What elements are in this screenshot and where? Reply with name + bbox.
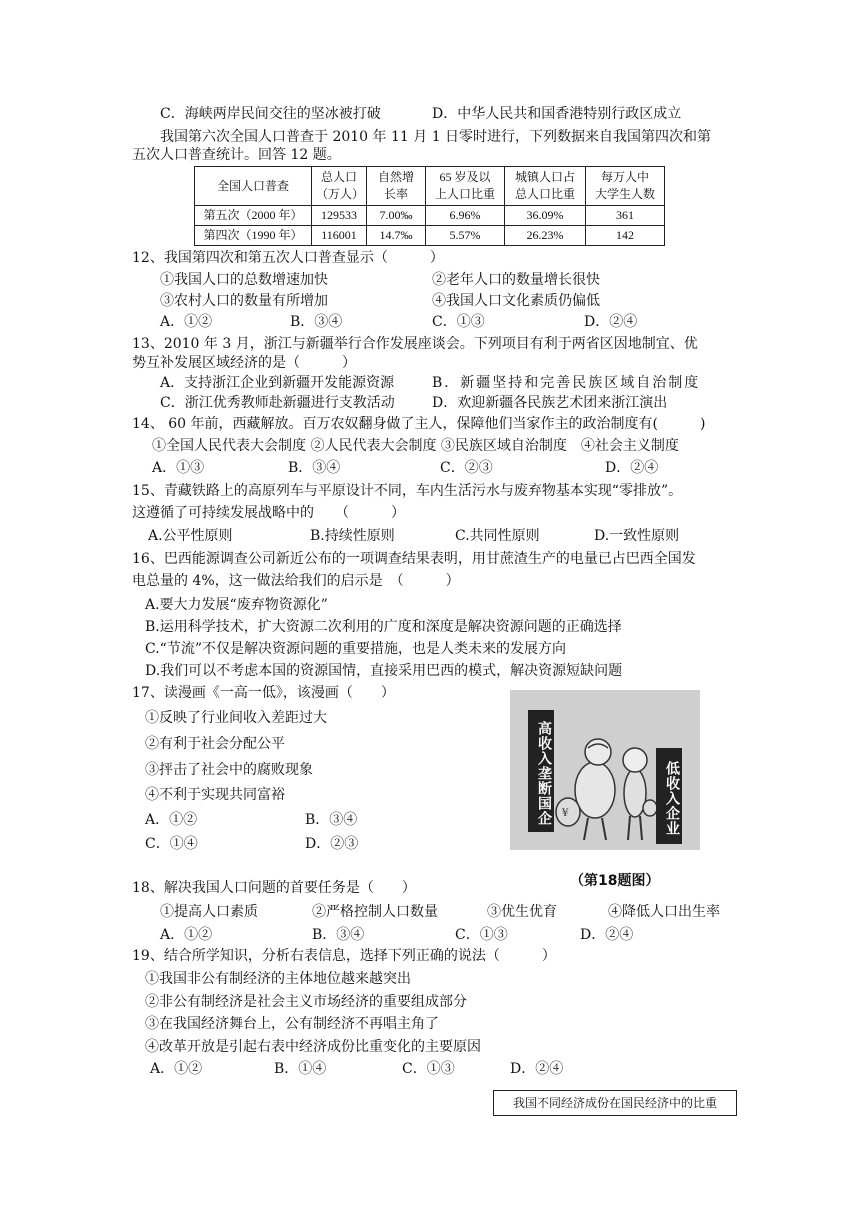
- q12-option-c: C．①③: [432, 314, 485, 330]
- question-15: 15、青藏铁路上的高原列车与平原设计不同，车内生活污水与废弃物基本实现“零排放”。: [132, 483, 683, 499]
- table-cell: 116001: [312, 226, 367, 246]
- cartoon-banner-left: 高收入垄断国企: [528, 710, 554, 832]
- q16-option-b: B.运用科学技术，扩大资源二次利用的广度和深度是解决资源问题的正确选择: [145, 619, 622, 635]
- intro-line-1: 我国第六次全国人口普查于 2010 年 11 月 1 日零时进行，下列数据来自我国第四次和第: [160, 129, 712, 145]
- header-elderly: 65 岁及以 上人口比重: [426, 167, 505, 206]
- census-table: [194, 166, 665, 246]
- q18-statement-1: ①提高人口素质: [160, 904, 258, 920]
- q19-option-c: C．①③: [402, 1061, 455, 1077]
- header-census: 全国人口普查: [195, 167, 312, 206]
- q14-option-a: A．①③: [152, 460, 205, 476]
- q17-option-d: D．②③: [305, 836, 359, 852]
- q15-option-a: A.公平性原则: [148, 528, 233, 544]
- q12-statement-2: ②老年人口的数量增长很快: [432, 272, 600, 288]
- q19-option-d: D．②④: [510, 1061, 564, 1077]
- question-13: 13、2010 年 3 月，浙江与新疆举行合作发展座谈会。下列项目有利于两省区因地制宜、优: [132, 336, 698, 352]
- q18-statement-4: ④降低人口出生率: [608, 904, 720, 920]
- table-cell: 7.00‰: [367, 206, 426, 226]
- header-urban: 城镇人口占 总人口比重: [505, 167, 586, 206]
- option-11c: C．海峡两岸民间交往的坚冰被打破: [160, 106, 381, 122]
- q19-option-b: B．①④: [274, 1061, 327, 1077]
- q14-option-b: B．③④: [288, 460, 341, 476]
- q17-option-a: A．①②: [145, 812, 198, 828]
- question-12: 12、我国第四次和第五次人口普查显示（ ）: [132, 250, 444, 266]
- q18-option-b: B．③④: [312, 927, 365, 943]
- q18-option-c: C．①③: [455, 927, 508, 943]
- q17-statement-4: ④不利于实现共同富裕: [145, 787, 285, 803]
- q17-statement-1: ①反映了行业间收入差距过大: [145, 710, 327, 726]
- question-19: 19、结合所学知识，分析右表信息，选择下列正确的说法（ ）: [132, 948, 556, 964]
- table-row: [195, 226, 665, 246]
- question-14: 14、 60 年前，西藏解放。百万农奴翻身做了主人，保障他们当家作主的政治制度有( ): [132, 416, 706, 432]
- question-16-cont: 电总量的 4%，这一做法给我们的启示是 （ ）: [132, 573, 460, 589]
- option-11d: D．中华人民共和国香港特别行政区成立: [432, 106, 682, 122]
- table-cell: 14.7‰: [367, 226, 426, 246]
- economy-table-caption: 我国不同经济成份在国民经济中的比重: [493, 1090, 737, 1116]
- q14-option-c: C．②③: [440, 460, 493, 476]
- q12-statement-4: ④我国人口文化素质仍偏低: [432, 293, 600, 309]
- header-college: 每万人中 大学生人数: [586, 167, 665, 206]
- q13-option-a: A．支持浙江企业到新疆开发能源资源: [160, 375, 395, 391]
- table-cell: 第四次（1990 年）: [195, 226, 312, 246]
- q16-option-a: A.要大力发展“废弃物资源化”: [145, 597, 328, 613]
- q17-option-c: C．①④: [145, 836, 198, 852]
- table-cell: 5.57%: [426, 226, 505, 246]
- table-row: [195, 206, 665, 226]
- q15-option-b: B.持续性原则: [310, 528, 395, 544]
- question-16: 16、巴西能源调查公司新近公布的一项调查结果表明，用甘蔗渣生产的电量已占巴西全国发: [132, 551, 696, 567]
- q18-statement-2: ②严格控制人口数量: [312, 904, 438, 920]
- question-17: 17、读漫画《一高一低》，该漫画（ ）: [132, 685, 395, 701]
- q18-statement-3: ③优生优育: [487, 904, 557, 920]
- question-13-cont: 势互补发展区域经济的是（ ）: [132, 355, 356, 371]
- cartoon-image: [510, 690, 700, 850]
- q13-option-d: D．欢迎新疆各民族艺术团来浙江演出: [432, 395, 668, 411]
- q14-statements: ①全国人民代表大会制度 ②人民代表大会制度 ③民族区域自治制度 ④社会主义制度: [152, 438, 679, 454]
- question-18: 18、解决我国人口问题的首要任务是（ ）: [132, 880, 416, 896]
- figure-caption: （第18题图）: [570, 873, 660, 889]
- table-cell: 6.96%: [426, 206, 505, 226]
- q15-option-d: D.一致性原则: [594, 528, 680, 544]
- q19-statement-4: ④改革开放是引起右表中经济成份比重变化的主要原因: [145, 1039, 481, 1055]
- table-cell: 36.09%: [505, 206, 586, 226]
- question-15-cont: 这遵循了可持续发展战略中的 （ ）: [132, 505, 405, 521]
- q12-option-b: B．③④: [290, 314, 343, 330]
- q13-option-b: B．新疆坚持和完善民族区域自治制度: [432, 375, 701, 391]
- q12-statement-3: ③农村人口的数量有所增加: [160, 293, 328, 309]
- svg-text:¥: ¥: [562, 808, 569, 819]
- q12-statement-1: ①我国人口的总数增速加快: [160, 272, 328, 288]
- q19-statement-3: ③在我国经济舞台上，公有制经济不再唱主角了: [145, 1016, 439, 1032]
- q12-option-a: A．①②: [160, 314, 213, 330]
- table-cell: 129533: [312, 206, 367, 226]
- cartoon-banner-right: 低收入企业: [656, 748, 682, 844]
- intro-line-2: 五次人口普查统计。回答 12 题。: [132, 147, 341, 163]
- q19-statement-2: ②非公有制经济是社会主义市场经济的重要组成部分: [145, 994, 467, 1010]
- header-growth: 自然增 长率: [367, 167, 426, 206]
- q14-option-d: D．②④: [605, 460, 659, 476]
- q17-statement-2: ②有利于社会分配公平: [145, 736, 285, 752]
- q13-option-c: C．浙江优秀教师赴新疆进行支教活动: [160, 395, 395, 411]
- q16-option-c: C.“节流”不仅是解决资源问题的重要措施，也是人类未来的发展方向: [145, 641, 566, 657]
- q19-option-a: A．①②: [150, 1061, 203, 1077]
- table-cell: 第五次（2000 年）: [195, 206, 312, 226]
- table-cell: 361: [586, 206, 665, 226]
- table-cell: 142: [586, 226, 665, 246]
- header-population: 总人口 （万人）: [312, 167, 367, 206]
- q19-statement-1: ①我国非公有制经济的主体地位越来越突出: [145, 971, 411, 987]
- table-cell: 26.23%: [505, 226, 586, 246]
- q16-option-d: D.我们可以不考虑本国的资源国情，直接采用巴西的模式，解决资源短缺问题: [145, 663, 623, 679]
- q17-option-b: B．③④: [305, 812, 358, 828]
- q17-statement-3: ③抨击了社会中的腐败现象: [145, 762, 313, 778]
- q18-option-d: D．②④: [580, 927, 634, 943]
- q15-option-c: C.共同性原则: [455, 528, 540, 544]
- q12-option-d: D．②④: [584, 314, 638, 330]
- q18-option-a: A．①②: [160, 927, 213, 943]
